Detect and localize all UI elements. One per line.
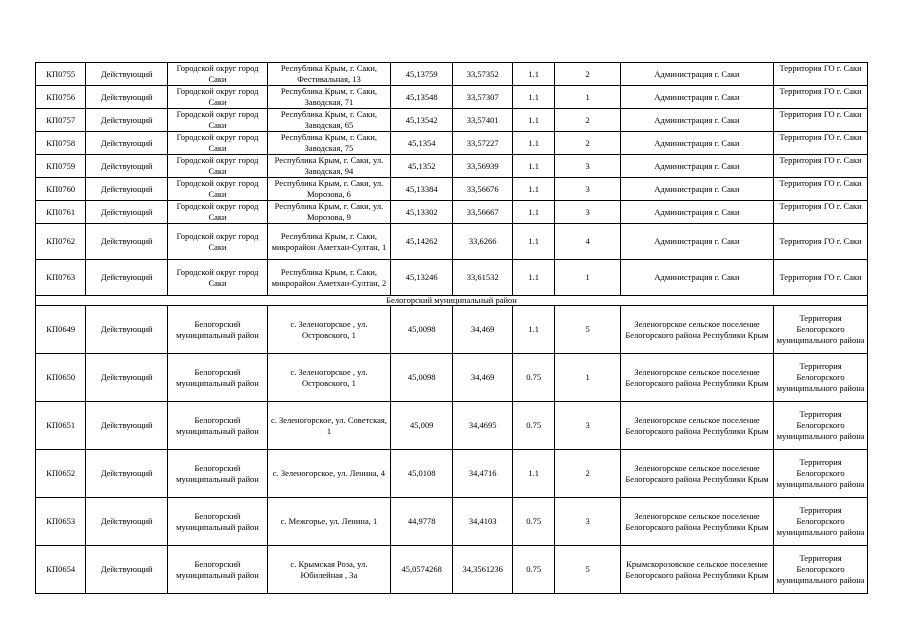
cell-address: Республика Крым, г. Саки, Фестивальная, 13 xyxy=(267,63,390,86)
cell-territory: Территория ГО г. Саки xyxy=(774,260,868,296)
cell-territory: Территория Белогорского муниципального района xyxy=(774,306,868,354)
cell-territory: Территория ГО г. Саки xyxy=(774,224,868,260)
cell-longitude: 33,56676 xyxy=(453,178,513,201)
cell-address: с. Межгорье, ул. Ленина, 1 xyxy=(267,498,390,546)
cell-territory: Территория ГО г. Саки xyxy=(774,86,868,109)
cell-municipality: Городской округ город Саки xyxy=(168,132,268,155)
cell-status: Действующий xyxy=(86,306,168,354)
table-row xyxy=(36,86,868,109)
cell-address: Республика Крым, г. Саки, ул. Заводская, 94 xyxy=(267,155,390,178)
table-row xyxy=(36,224,868,260)
cell-latitude: 45,0108 xyxy=(390,450,453,498)
table-row xyxy=(36,498,868,546)
cell-address: Республика Крым, г. Саки, ул. Морозова, 9 xyxy=(267,201,390,224)
cell-volume: 0.75 xyxy=(512,354,554,402)
cell-longitude: 33,57307 xyxy=(453,86,513,109)
table-row xyxy=(36,450,868,498)
cell-longitude: 33,56939 xyxy=(453,155,513,178)
cell-latitude: 45,0098 xyxy=(390,306,453,354)
cell-address: с. Зеленогорское, ул. Советская, 1 xyxy=(267,402,390,450)
cell-municipality: Белогорский муниципальный район xyxy=(168,402,268,450)
cell-address: Республика Крым, г. Саки, микрорайон Аметхан-Султан, 2 xyxy=(267,260,390,296)
table-row xyxy=(36,155,868,178)
cell-territory: Территория ГО г. Саки xyxy=(774,178,868,201)
cell-owner: Администрация г. Саки xyxy=(620,63,773,86)
cell-municipality: Городской округ город Саки xyxy=(168,201,268,224)
cell-code: КП0755 xyxy=(36,63,86,86)
cell-territory: Территория ГО г. Саки xyxy=(774,155,868,178)
cell-latitude: 45,13542 xyxy=(390,109,453,132)
cell-status: Действующий xyxy=(86,132,168,155)
cell-code: КП0761 xyxy=(36,201,86,224)
cell-territory: Территория ГО г. Саки xyxy=(774,201,868,224)
cell-volume: 0.75 xyxy=(512,546,554,594)
table-row xyxy=(36,201,868,224)
cell-longitude: 33,56667 xyxy=(453,201,513,224)
cell-code: КП0649 xyxy=(36,306,86,354)
cell-owner: Администрация г. Саки xyxy=(620,201,773,224)
cell-address: с. Зеленогорское , ул. Островского, 1 xyxy=(267,354,390,402)
cell-status: Действующий xyxy=(86,260,168,296)
cell-owner: Зеленогорское сельское поселение Белогорского района Республики Крым xyxy=(620,498,773,546)
cell-longitude: 33,61532 xyxy=(453,260,513,296)
cell-territory: Территория ГО г. Саки xyxy=(774,63,868,86)
cell-owner: Зеленогорское сельское поселение Белогорского района Республики Крым xyxy=(620,450,773,498)
cell-code: КП0759 xyxy=(36,155,86,178)
cell-status: Действующий xyxy=(86,201,168,224)
cell-status: Действующий xyxy=(86,354,168,402)
cell-count: 3 xyxy=(555,498,621,546)
cell-volume: 0.75 xyxy=(512,498,554,546)
cell-owner: Зеленогорское сельское поселение Белогорского района Республики Крым xyxy=(620,354,773,402)
cell-volume: 1.1 xyxy=(512,450,554,498)
cell-count: 2 xyxy=(555,450,621,498)
cell-volume: 1.1 xyxy=(512,86,554,109)
cell-address: Республика Крым, г. Саки, Заводская, 75 xyxy=(267,132,390,155)
table-row xyxy=(36,178,868,201)
section-header-row xyxy=(36,296,868,306)
cell-latitude: 45,13384 xyxy=(390,178,453,201)
cell-status: Действующий xyxy=(86,178,168,201)
cell-longitude: 33,57352 xyxy=(453,63,513,86)
cell-municipality: Городской округ город Саки xyxy=(168,224,268,260)
cell-owner: Зеленогорское сельское поселение Белогорского района Республики Крым xyxy=(620,306,773,354)
cell-owner: Администрация г. Саки xyxy=(620,86,773,109)
cell-address: Республика Крым, г. Саки, Заводская, 71 xyxy=(267,86,390,109)
table-row xyxy=(36,546,868,594)
cell-owner: Администрация г. Саки xyxy=(620,109,773,132)
cell-owner: Администрация г. Саки xyxy=(620,132,773,155)
cell-status: Действующий xyxy=(86,155,168,178)
cell-longitude: 34,469 xyxy=(453,354,513,402)
cell-volume: 0.75 xyxy=(512,402,554,450)
cell-municipality: Городской округ город Саки xyxy=(168,109,268,132)
cell-status: Действующий xyxy=(86,450,168,498)
cell-municipality: Белогорский муниципальный район xyxy=(168,546,268,594)
cell-municipality: Городской округ город Саки xyxy=(168,63,268,86)
cell-count: 4 xyxy=(555,224,621,260)
cell-code: КП0650 xyxy=(36,354,86,402)
cell-volume: 1.1 xyxy=(512,155,554,178)
cell-volume: 1.1 xyxy=(512,306,554,354)
cell-count: 5 xyxy=(555,546,621,594)
cell-municipality: Белогорский муниципальный район xyxy=(168,498,268,546)
cell-volume: 1.1 xyxy=(512,201,554,224)
cell-code: КП0653 xyxy=(36,498,86,546)
cell-code: КП0651 xyxy=(36,402,86,450)
cell-code: КП0762 xyxy=(36,224,86,260)
cell-longitude: 34,4695 xyxy=(453,402,513,450)
table-row xyxy=(36,402,868,450)
cell-latitude: 45,13759 xyxy=(390,63,453,86)
cell-count: 2 xyxy=(555,132,621,155)
table-row xyxy=(36,132,868,155)
cell-latitude: 44,9778 xyxy=(390,498,453,546)
cell-owner: Крымскорозовское сельское поселение Белогорского района Республики Крым xyxy=(620,546,773,594)
cell-territory: Территория Белогорского муниципального района xyxy=(774,546,868,594)
registry-table xyxy=(35,62,868,594)
cell-municipality: Городской округ город Саки xyxy=(168,155,268,178)
cell-longitude: 33,57401 xyxy=(453,109,513,132)
cell-code: КП0756 xyxy=(36,86,86,109)
cell-count: 1 xyxy=(555,354,621,402)
cell-owner: Администрация г. Саки xyxy=(620,224,773,260)
cell-municipality: Белогорский муниципальный район xyxy=(168,354,268,402)
cell-count: 3 xyxy=(555,178,621,201)
cell-status: Действующий xyxy=(86,402,168,450)
cell-code: КП0652 xyxy=(36,450,86,498)
cell-address: Республика Крым, г. Саки, ул. Морозова, 6 xyxy=(267,178,390,201)
cell-longitude: 34,4716 xyxy=(453,450,513,498)
table-row xyxy=(36,260,868,296)
cell-count: 1 xyxy=(555,260,621,296)
cell-territory: Территория ГО г. Саки xyxy=(774,109,868,132)
cell-municipality: Городской округ город Саки xyxy=(168,86,268,109)
table-row xyxy=(36,306,868,354)
cell-longitude: 34,469 xyxy=(453,306,513,354)
table-row xyxy=(36,109,868,132)
cell-territory: Территория ГО г. Саки xyxy=(774,132,868,155)
cell-count: 3 xyxy=(555,155,621,178)
cell-latitude: 45,0098 xyxy=(390,354,453,402)
cell-longitude: 33,6266 xyxy=(453,224,513,260)
table-row xyxy=(36,63,868,86)
cell-count: 1 xyxy=(555,86,621,109)
cell-municipality: Городской округ город Саки xyxy=(168,260,268,296)
cell-owner: Администрация г. Саки xyxy=(620,260,773,296)
cell-owner: Администрация г. Саки xyxy=(620,155,773,178)
cell-code: КП0758 xyxy=(36,132,86,155)
cell-latitude: 45,0574268 xyxy=(390,546,453,594)
cell-territory: Территория Белогорского муниципального района xyxy=(774,402,868,450)
cell-latitude: 45,009 xyxy=(390,402,453,450)
cell-count: 2 xyxy=(555,109,621,132)
cell-volume: 1.1 xyxy=(512,109,554,132)
cell-municipality: Городской округ город Саки xyxy=(168,178,268,201)
cell-address: с. Зеленогорское , ул. Островского, 1 xyxy=(267,306,390,354)
cell-owner: Зеленогорское сельское поселение Белогорского района Республики Крым xyxy=(620,402,773,450)
cell-address: с. Крымская Роза, ул. Юбилейная , 3а xyxy=(267,546,390,594)
cell-code: КП0763 xyxy=(36,260,86,296)
cell-address: Республика Крым, г. Саки, микрорайон Аметхан-Султан, 1 xyxy=(267,224,390,260)
cell-longitude: 33,57227 xyxy=(453,132,513,155)
cell-territory: Территория Белогорского муниципального района xyxy=(774,450,868,498)
cell-latitude: 45,13246 xyxy=(390,260,453,296)
cell-status: Действующий xyxy=(86,109,168,132)
cell-status: Действующий xyxy=(86,86,168,109)
cell-municipality: Белогорский муниципальный район xyxy=(168,306,268,354)
cell-volume: 1.1 xyxy=(512,132,554,155)
cell-status: Действующий xyxy=(86,498,168,546)
cell-count: 3 xyxy=(555,201,621,224)
cell-territory: Территория Белогорского муниципального района xyxy=(774,354,868,402)
cell-latitude: 45,13548 xyxy=(390,86,453,109)
cell-status: Действующий xyxy=(86,224,168,260)
cell-count: 5 xyxy=(555,306,621,354)
cell-municipality: Белогорский муниципальный район xyxy=(168,450,268,498)
table-row xyxy=(36,354,868,402)
cell-latitude: 45,1352 xyxy=(390,155,453,178)
cell-code: КП0757 xyxy=(36,109,86,132)
cell-volume: 1.1 xyxy=(512,224,554,260)
cell-status: Действующий xyxy=(86,63,168,86)
cell-count: 3 xyxy=(555,402,621,450)
cell-territory: Территория Белогорского муниципального района xyxy=(774,498,868,546)
cell-status: Действующий xyxy=(86,546,168,594)
cell-owner: Администрация г. Саки xyxy=(620,178,773,201)
cell-volume: 1.1 xyxy=(512,178,554,201)
cell-count: 2 xyxy=(555,63,621,86)
district-header: Белогорский муниципальный район xyxy=(36,296,868,306)
cell-latitude: 45,13302 xyxy=(390,201,453,224)
cell-latitude: 45,1354 xyxy=(390,132,453,155)
cell-volume: 1.1 xyxy=(512,63,554,86)
cell-volume: 1.1 xyxy=(512,260,554,296)
cell-address: с. Зеленогорское, ул. Ленина, 4 xyxy=(267,450,390,498)
cell-latitude: 45,14262 xyxy=(390,224,453,260)
cell-code: КП0760 xyxy=(36,178,86,201)
cell-longitude: 34,4103 xyxy=(453,498,513,546)
cell-longitude: 34,3561236 xyxy=(453,546,513,594)
cell-address: Республика Крым, г. Саки, Заводская, 65 xyxy=(267,109,390,132)
cell-code: КП0654 xyxy=(36,546,86,594)
